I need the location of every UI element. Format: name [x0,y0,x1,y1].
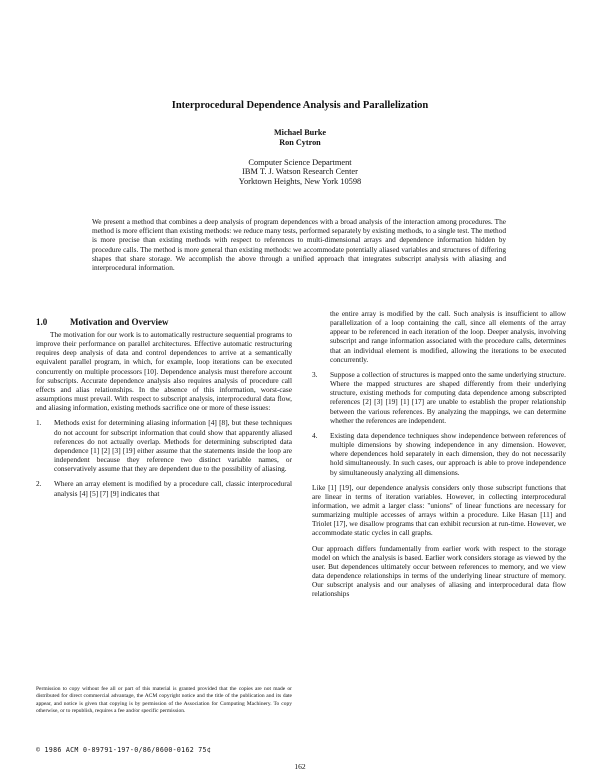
section-number: 1.0 [36,317,48,327]
issue-text: the entire array is modified by the call. Such analysis is insufficient to allow parallelization of a loop containing the call, since all elements of the array appear to be referenced in each iteration of the loop. Deeper analysis, involving subscript and range information associated with the procedure calls, determines that an individual element is modified, allowing the iterations to be executed concurrently. [330,309,566,364]
issue-text: Suppose a collection of structures is mapped onto the same underlying structure. Where the mapped structures are shaped differently from their underlying structure, existing methods for computing data dependence among subscripted references [2] [3] [19] [1] [17] are unable to establish the proper relationship between the various references. By analyzing the mappings, we can determine whether the references are independent. [330,369,566,425]
list-item: 2. Where an array element is modified by a procedure call, classic interprocedural analysis [4] [5] [7] [9] indicates that [36,479,292,498]
affiliation-line: Computer Science Department [248,158,352,167]
section-heading [36,317,292,327]
permission-notice: Permission to copy without fee all or part of this material is granted provided that the copies are not made or distributed for direct commercial advantage, the ACM copyright notice and the title of the publication and its date appear, and notice is given that copying is by permission of the Association for Computing Machinery. To copy otherwise, or to republish, requires a fee and/or specific permission. [36,686,292,714]
issue-text: Where an array element is modified by a procedure call, classic interprocedural analysis [4] [5] [7] [9] indicates that [54,479,292,498]
body-paragraph: Like [1] [19], our dependence analysis considers only those subscript functions that are linear in terms of iteration variables. However, in collecting interprocedural information, we admit a larger class: "unions" of linear functions are necessary for summarizing multiple accesses of arrays within a procedure. Like Hasan [11] and Triolet [17], we disallow programs that can exhibit recursion at run-time. However, we accommodate static cycles in call graphs. [312,482,566,538]
list-item [312,309,566,364]
abstract: We present a method that combines a deep analysis of program dependences with a broad analysis of the interaction among procedures. The method is more efficient than existing methods: we reduce many tests, performed separately by existing methods, to a single test. The method is more precise than existing methods with respect to references to multi-dimensional arrays and dependence information hidden by procedure calls. The method is more general than existing methods: we accommodate potentially aliased variables and structures of differing shapes that share storage. We accomplish the above through a unified approach that integrates subscript analysis with aliasing and interprocedural information. [92,217,506,273]
affiliation-line: Yorktown Heights, New York 10598 [238,176,362,186]
author-block [0,128,600,148]
author-name: Michael Burke [273,128,327,137]
left-column [36,317,292,504]
affiliation-block [0,158,600,186]
issue-text: Existing data dependence techniques show independence between references of multiple dimensions by showing independence in any dimension. However, where dependences hold separately in each dimension, they do not necessarily hold simultaneously. In such cases, our approach is able to prove independence by simultaneously analyzing all dimensions. [330,430,566,477]
paper-title: Interprocedural Dependence Analysis and Parallelization [171,100,429,111]
issues-list-continued [312,309,566,477]
issue-text: Methods exist for determining aliasing information [4] [8], but these techniques do not account for subscript information that could show that apparently aliased references do not actually overlap. Methods for determining subscripted data dependence [1] [2] [3] [19] either assume that the statements inside the loop are independent because they reference two distinct variable names, or conservatively assume that they are dependent due to the possibility of aliasing. [54,418,292,474]
author-name: Ron Cytron [279,138,321,147]
issues-list [36,418,292,497]
intro-paragraph: The motivation for our work is to automatically restructure sequential programs to improve their performance on parallel architectures. Effective automatic restructuring requires deep analysis of data and control dependences to arrive at a semantically equivalent parallel program, in which, for example, loop iterations can be executed concurrently on multiple processors [10]. Dependence analysis must therefore account for subscripts. Accurate dependence analysis also requires analysis of procedure call effects and alias relationships. In the absence of this information, worst-case assumptions must prevail. With respect to subscript analysis, interprocedural data flow, and aliasing information, existing methods sacrifice one or more of these issues: [36,330,292,413]
list-item: 3. Suppose a collection of structures is mapped onto the same underlying structure. Where the mapped structures are shaped differently from their underlying structure, existing methods for computing data dependence among subscripted references [2] [3] [19] [1] [17] are unable to establish the proper relationship between the various references. By analyzing the mappings, we can determine whether the references are independent. [312,369,566,425]
list-item: 1. Methods exist for determining aliasing information [4] [8], but these techniques do not account for subscript information that could show that apparently aliased references do not actually overlap. Methods for determining subscripted data dependence [1] [2] [3] [19] either assume that the statements inside the loop are independent because they reference two distinct variable names, or conservatively assume that they are dependent due to the possibility of aliasing. [36,418,292,474]
page-number: 162 [294,762,306,771]
section-title: Motivation and Overview [70,317,169,327]
body-paragraph: Our approach differs fundamentally from earlier work with respect to the storage model on which the analysis is based. Earlier work considers storage as viewed by the user. But dependences ultimately occur between references to memory, and we view data dependence relationships in terms of the underlying linear structure of memory. Our subscript analysis and our analyses of aliasing and interprocedural data flow relationships [312,543,566,599]
list-item: 4. Existing data dependence techniques show independence between references of multiple dimensions by showing independence in any dimension. However, where dependences hold separately in each dimension, they do not necessarily hold simultaneously. In such cases, our approach is able to prove independence by simultaneously analyzing all dimensions. [312,430,566,477]
copyright-line: © 1986 ACM 0-89791-197-0/86/0600-0162 75¢ [36,746,212,754]
affiliation-line: IBM T. J. Watson Research Center [242,167,358,177]
right-column [312,309,566,605]
